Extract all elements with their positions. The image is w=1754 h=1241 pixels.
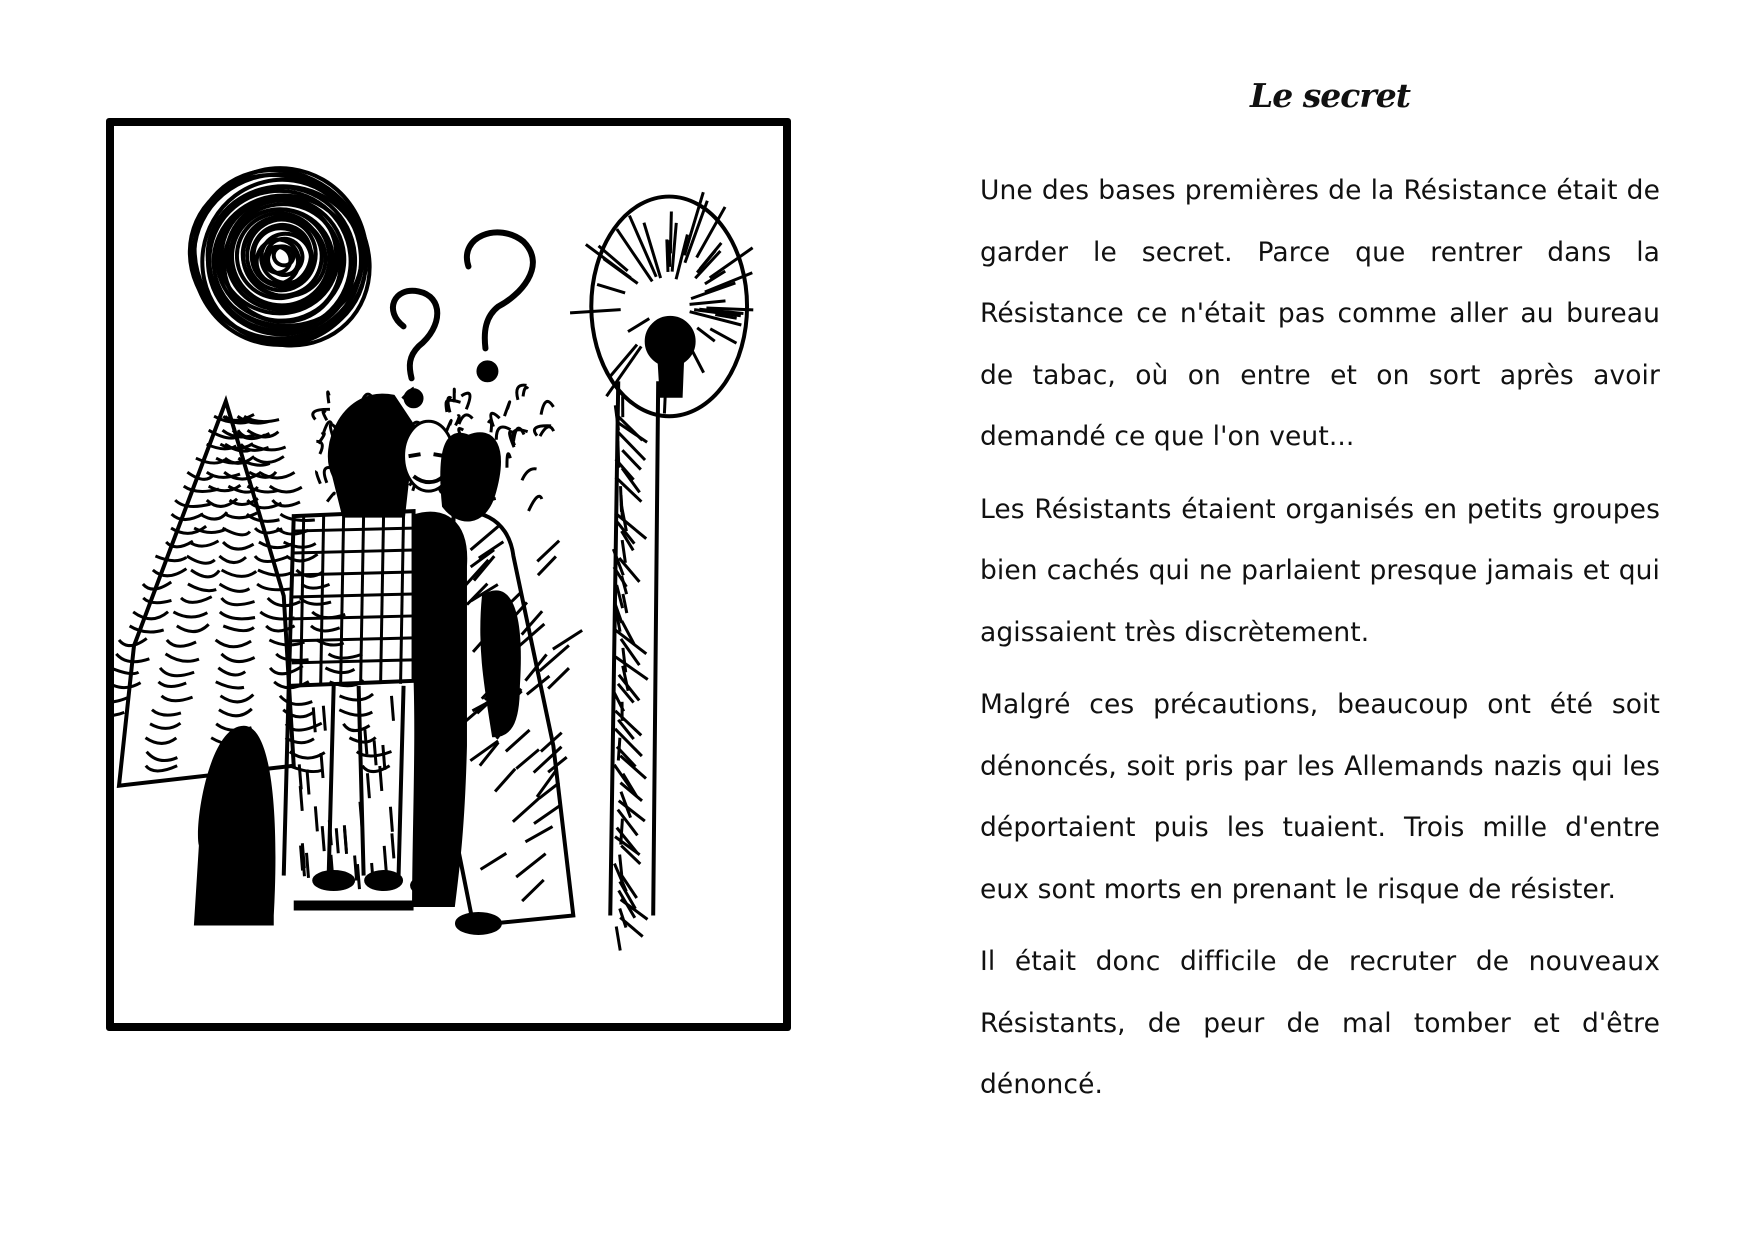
body-text bbox=[980, 160, 1660, 1127]
figures-drawing bbox=[284, 385, 582, 933]
paragraph-4: Il était donc difficile de recruter de nouveaux Résistants, de peur de mal tomber et d'être dénoncé. bbox=[980, 946, 1660, 1100]
ink-illustration bbox=[114, 126, 783, 1023]
page-title: Le secret bbox=[1250, 76, 1410, 115]
scribbled-sun-drawing bbox=[158, 134, 405, 381]
paragraph-1: Une des bases premières de la Résistance était de garder le secret. Parce que rentrer dans la Résistance ce n'était pas comme aller au bureau de tabac, où on entre et on sort après avoir demandé ce que l'on veut... bbox=[980, 175, 1660, 452]
illustration-frame bbox=[106, 118, 791, 1031]
question-marks-drawing bbox=[393, 232, 533, 405]
keyhole-tree-drawing bbox=[570, 192, 753, 950]
paragraph-2: Les Résistants étaient organisés en petits groupes bien cachés qui ne parlaient presque jamais et qui agissaient très discrètement. bbox=[980, 493, 1660, 648]
fir-trunk bbox=[194, 726, 276, 926]
paragraph-3: Malgré ces précautions, beaucoup ont été soit dénoncés, soit pris par les Allemands nazis qui les déportaient puis les tuaient. Trois mille d'entre eux sont morts en prenant le risque de résister. bbox=[980, 689, 1660, 905]
